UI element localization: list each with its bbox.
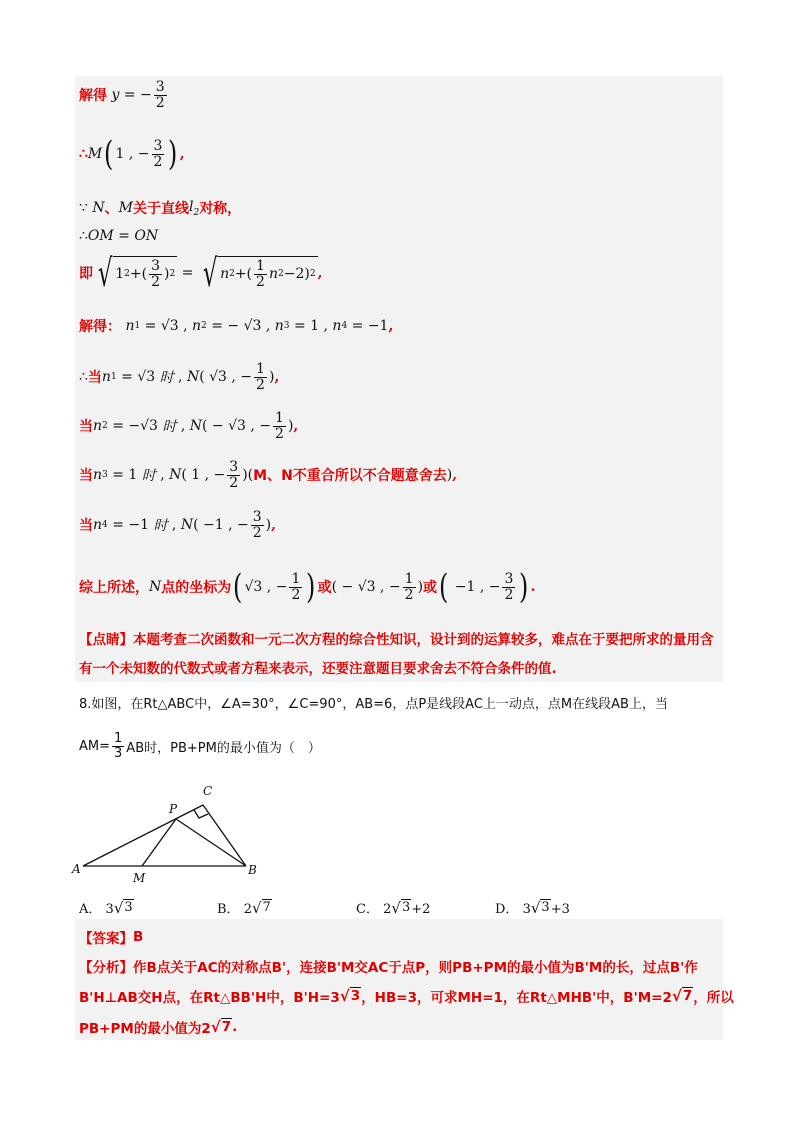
solution-line-y: 解得 y = − $\frac{3}{2}$ [79,79,165,111]
solution-case-1: ∴ 当 n 1 = √3 时 , N ( √3 , − $\frac{1}{2}$ ) , [79,361,280,393]
option-c[interactable]: C． 2 √ 3 +2 [356,899,431,917]
analysis-line-1: 【分析】 作B点关于AC的对称点B'，连接B'M交AC于点P，则PB+PM的最小值为B'M的长，过点B'作 [79,960,698,976]
label-c: C [203,784,213,798]
solution-line-m: ∴ M ( 1 , − $\frac{3}{2}$ ) , [79,134,185,174]
solution-line-equation: 即 √ 1 2 +( $\frac{3}{2}$ ) 2 = √ n 2 +( $\frac{1}{2}$ n 2 −2) 2 , [79,251,323,295]
solution-line-roots: 解得： n 1 = √3 , n 2 = − √3 , n 3 = 1 , n 4 = −1 , [79,318,394,335]
question-8-line-1: 8.如图，在Rt△ABC中，∠A=30°，∠C=90°，AB=6，点P是线段AC上一动点，点M在线段AB上，当 [79,697,668,712]
solution-line-om-on: ∴ OM = ON [79,228,159,244]
question-8-line-2: AM= $\frac{1}{3}$ AB时，PB+PM的最小值为（ ） [79,731,321,761]
solution-case-3: 当 n 3 = 1 时 , N ( 1 , − $\frac{3}{2}$ )( M、N不重合所以不合题意舍去 ) , [79,459,458,491]
label-p: P [169,802,178,816]
label-b: B [248,863,257,877]
solution-line-symmetric: ∵ N 、 M 关于直线 $l_2$ 对称， [79,198,242,218]
segment-ac [83,805,203,866]
solution-summary: 综上所述， N 点的坐标为 ( √3 , − $\frac{1}{2}$ ) 或 ( − √3 , − $\frac{1}{2}$ ) 或 ( −1 , − $\frac{3}{2}$ ) . [79,567,536,607]
analysis-line-2: B'H⊥AB交H点，在Rt△BB'H中，B'H=3 √ 3 ，HB=3，可求MH=1，在Rt△MHB'中，B'M=2 √ 7 ，所以 [79,987,734,1006]
analysis-line-3: PB+PM的最小值为2 √ 7 . [79,1018,238,1037]
segment-pb [176,819,246,866]
key-point-note: 【点睛】本题考查二次函数和一元二次方程的综合性知识，设计到的运算较多，难点在于要把所求的量用含有一个未知数的代数式或者方程来表示，还要注意题目要求舍去不符合条件的值. [79,632,714,677]
option-b[interactable]: B． 2 √ 7 [217,899,271,917]
solution-case-2: 当 n 2 = −√3 时 , N ( − √3 , − $\frac{1}{2}$ ) , [79,410,299,442]
segment-cb [203,805,246,866]
answer-line: 【答案】 B [79,929,144,947]
right-angle-mark [194,810,208,818]
label-a: A [72,862,81,876]
option-a[interactable]: A． 3 √ 3 [79,899,133,917]
option-d[interactable]: D． 3 √ 3 +3 [495,899,570,917]
label-m: M [133,871,146,885]
triangle-figure [70,775,280,885]
segment-pm [142,819,176,866]
solution-case-4: 当 n 4 = −1 时 , N ( −1 , − $\frac{3}{2}$ ) , [79,509,276,541]
